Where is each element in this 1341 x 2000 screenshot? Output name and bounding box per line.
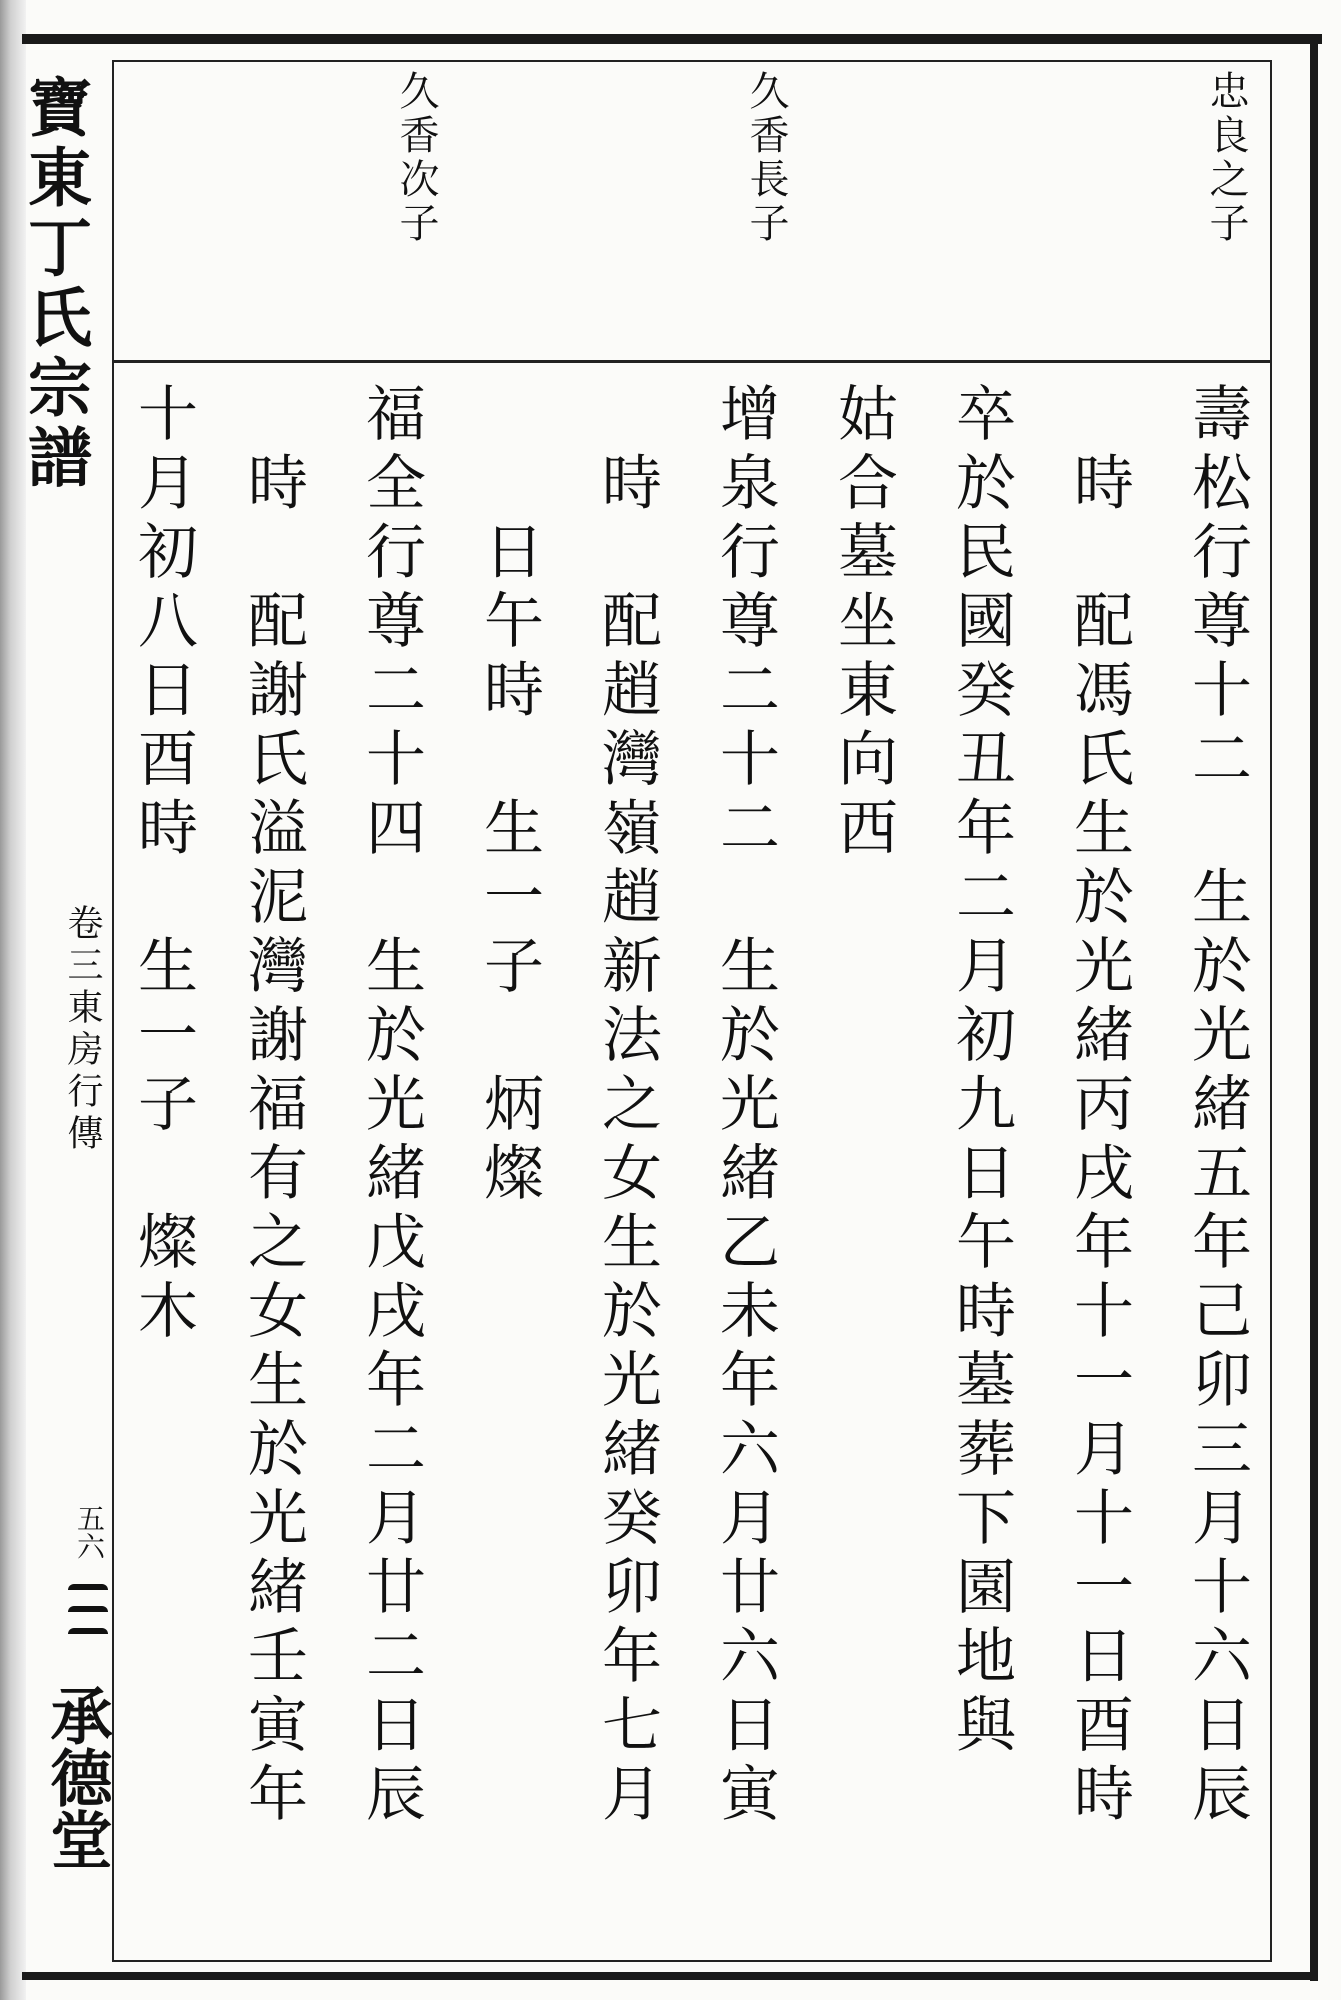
volume-label: 卷三東房行傳	[62, 904, 103, 1156]
page-number: 五六	[73, 1504, 106, 1560]
text-column: 福全行尊二十四 生於光緒戊戌年二月廿二日辰	[356, 382, 426, 1831]
text-column: 卒於民國癸丑年二月初九日午時墓葬下園地與	[946, 382, 1016, 1762]
text-column: 十月初八日酉時 生一子 燦木	[128, 382, 198, 1348]
top-border	[22, 34, 1322, 44]
hall-name: 承德堂	[40, 1684, 113, 1870]
text-column: 時 配謝氏溢泥灣謝福有之女生於光緒壬寅年	[238, 382, 308, 1831]
text-column: 日午時 生一子 炳燦	[474, 382, 544, 1210]
block-margin	[17, 44, 113, 1972]
lineage-note: 久香長子	[743, 70, 789, 246]
text-column: 壽松行尊十二 生於光緒五年己卯三月十六日辰	[1182, 382, 1252, 1831]
fishtail-ornament-icon	[68, 1584, 108, 1654]
text-column: 姑合墓坐東向西	[828, 382, 898, 865]
text-column: 增泉行尊二十二 生於光緒乙未年六月廿六日寅	[710, 382, 780, 1831]
lineage-note: 久香次子	[393, 70, 439, 246]
text-column: 時 配趙灣嶺趙新法之女生於光緒癸卯年七月	[592, 382, 662, 1831]
upper-band-divider	[112, 360, 1272, 363]
bottom-border	[22, 1972, 1318, 1980]
right-border	[1310, 36, 1318, 1981]
lineage-note: 忠良之子	[1203, 70, 1249, 246]
book-title: 寶東丁氏宗譜	[17, 74, 92, 494]
text-column: 時 配馮氏生於光緒丙戌年十一月十一日酉時	[1064, 382, 1134, 1831]
